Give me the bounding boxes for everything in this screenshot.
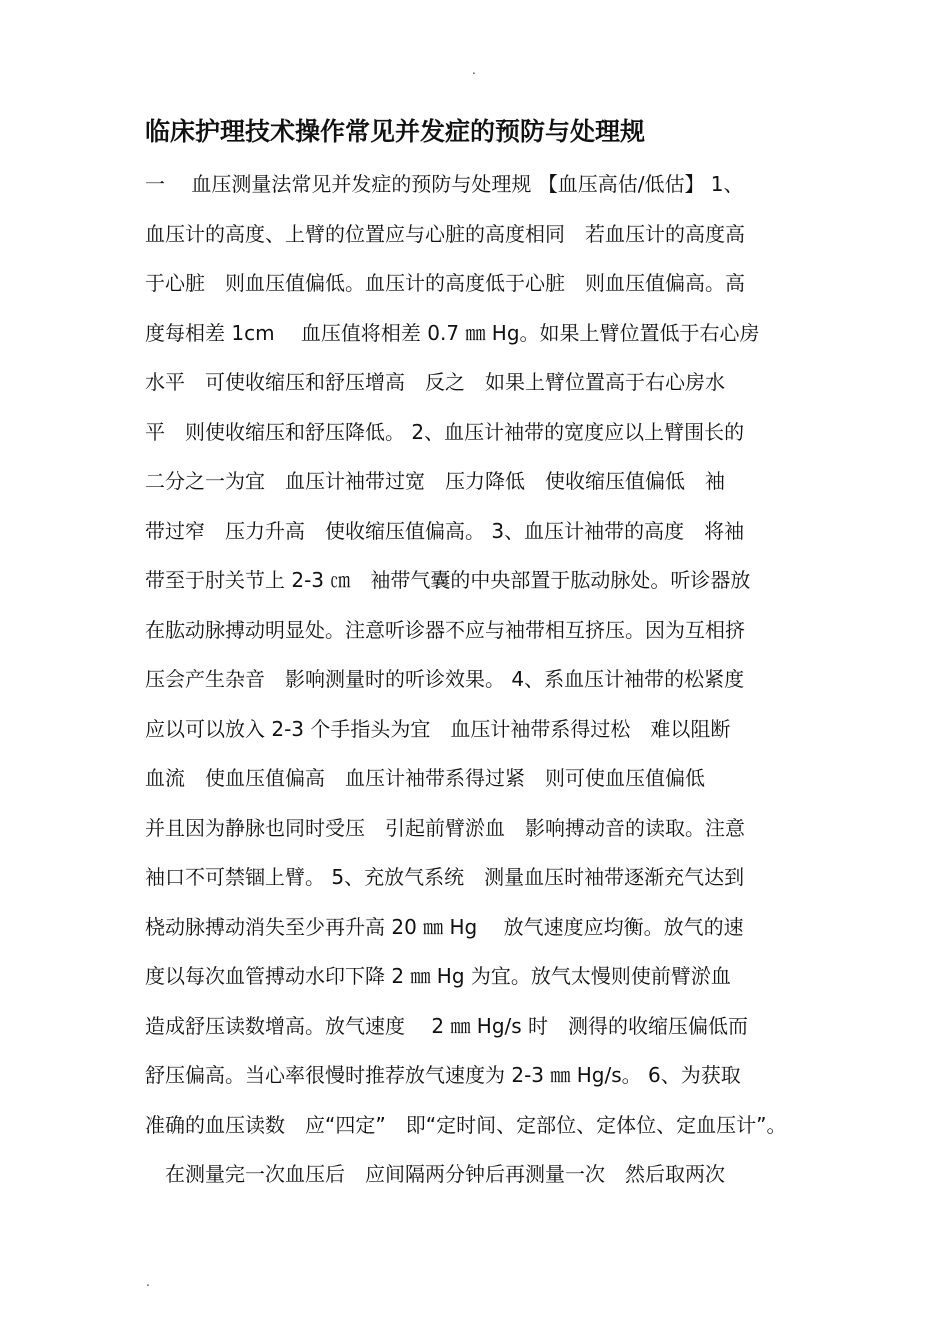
body-line: 度每相差 1cm 血压值将相差 0.7 ㎜ Hg。如果上臂位置低于右心房: [145, 320, 760, 345]
body-line: 造成舒压读数增高。放气速度 2 ㎜ Hg/s 时 测得的收缩压偏低而: [145, 1013, 749, 1038]
body-line: 并且因为静脉也同时受压 引起前臂淤血 影响搏动音的读取。注意: [145, 815, 745, 840]
body-line: 平 则使收缩压和舒压降低。 2、血压计袖带的宽度应以上臂围长的: [145, 419, 745, 444]
document-title: 临床护理技术操作常见并发症的预防与处理规: [145, 117, 646, 146]
body-text: [145, 160, 815, 1200]
body-line: 应以可以放入 2-3 个手指头为宜 血压计袖带系得过松 难以阻断: [145, 716, 731, 741]
body-line: 压会产生杂音 影响测量时的听诊效果。 4、系血压计袖带的松紧度: [145, 667, 745, 691]
body-line: 桡动脉搏动消失至少再升高 20 ㎜ Hg 放气速度应均衡。放气的速: [145, 914, 744, 939]
body-line: 带至于肘关节上 2-3 ㎝ 袖带气囊的中央部置于肱动脉处。听诊器放: [145, 568, 751, 592]
body-line: 一 血压测量法常见并发症的预防与处理规 【血压高估/低估】 1、: [145, 172, 744, 196]
body-line: 于心脏 则血压值偏低。血压计的高度低于心脏 则血压值偏高。高: [145, 271, 745, 295]
body-line: 袖口不可禁锢上臂。 5、充放气系统 测量血压时袖带逐渐充气达到: [145, 865, 745, 889]
body-line: 血压计的高度、上臂的位置应与心脏的高度相同 若血压计的高度高: [145, 221, 745, 246]
body-line: 血流 使血压值偏高 血压计袖带系得过紧 则可使血压值偏低: [145, 766, 705, 790]
body-line: 在肱动脉搏动明显处。注意听诊器不应与袖带相互挤压。因为互相挤: [145, 617, 745, 642]
body-line: 舒压偏高。当心率很慢时推荐放气速度为 2-3 ㎜ Hg/s。 6、为获取: [145, 1063, 741, 1087]
body-line: 二分之一为宜 血压计袖带过宽 压力降低 使收缩压值偏低 袖: [145, 469, 725, 493]
footer-mark: .: [146, 1275, 150, 1289]
body-line: 准确的血压读数 应“四定” 即“定时间、定部位、定体位、定血压计”。: [145, 1112, 787, 1137]
header-mark: .: [472, 63, 476, 77]
body-line: 度以每次血管搏动水印下降 2 ㎜ Hg 为宜。放气太慢则使前臂淤血: [145, 964, 731, 988]
body-line: 带过窄 压力升高 使收缩压值偏高。 3、血压计袖带的高度 将袖: [145, 518, 745, 543]
body-line: 在测量完一次血压后 应间隔两分钟后再测量一次 然后取两次: [145, 1162, 725, 1186]
body-line: 水平 可使收缩压和舒压增高 反之 如果上臂位置高于右心房水: [145, 370, 725, 394]
